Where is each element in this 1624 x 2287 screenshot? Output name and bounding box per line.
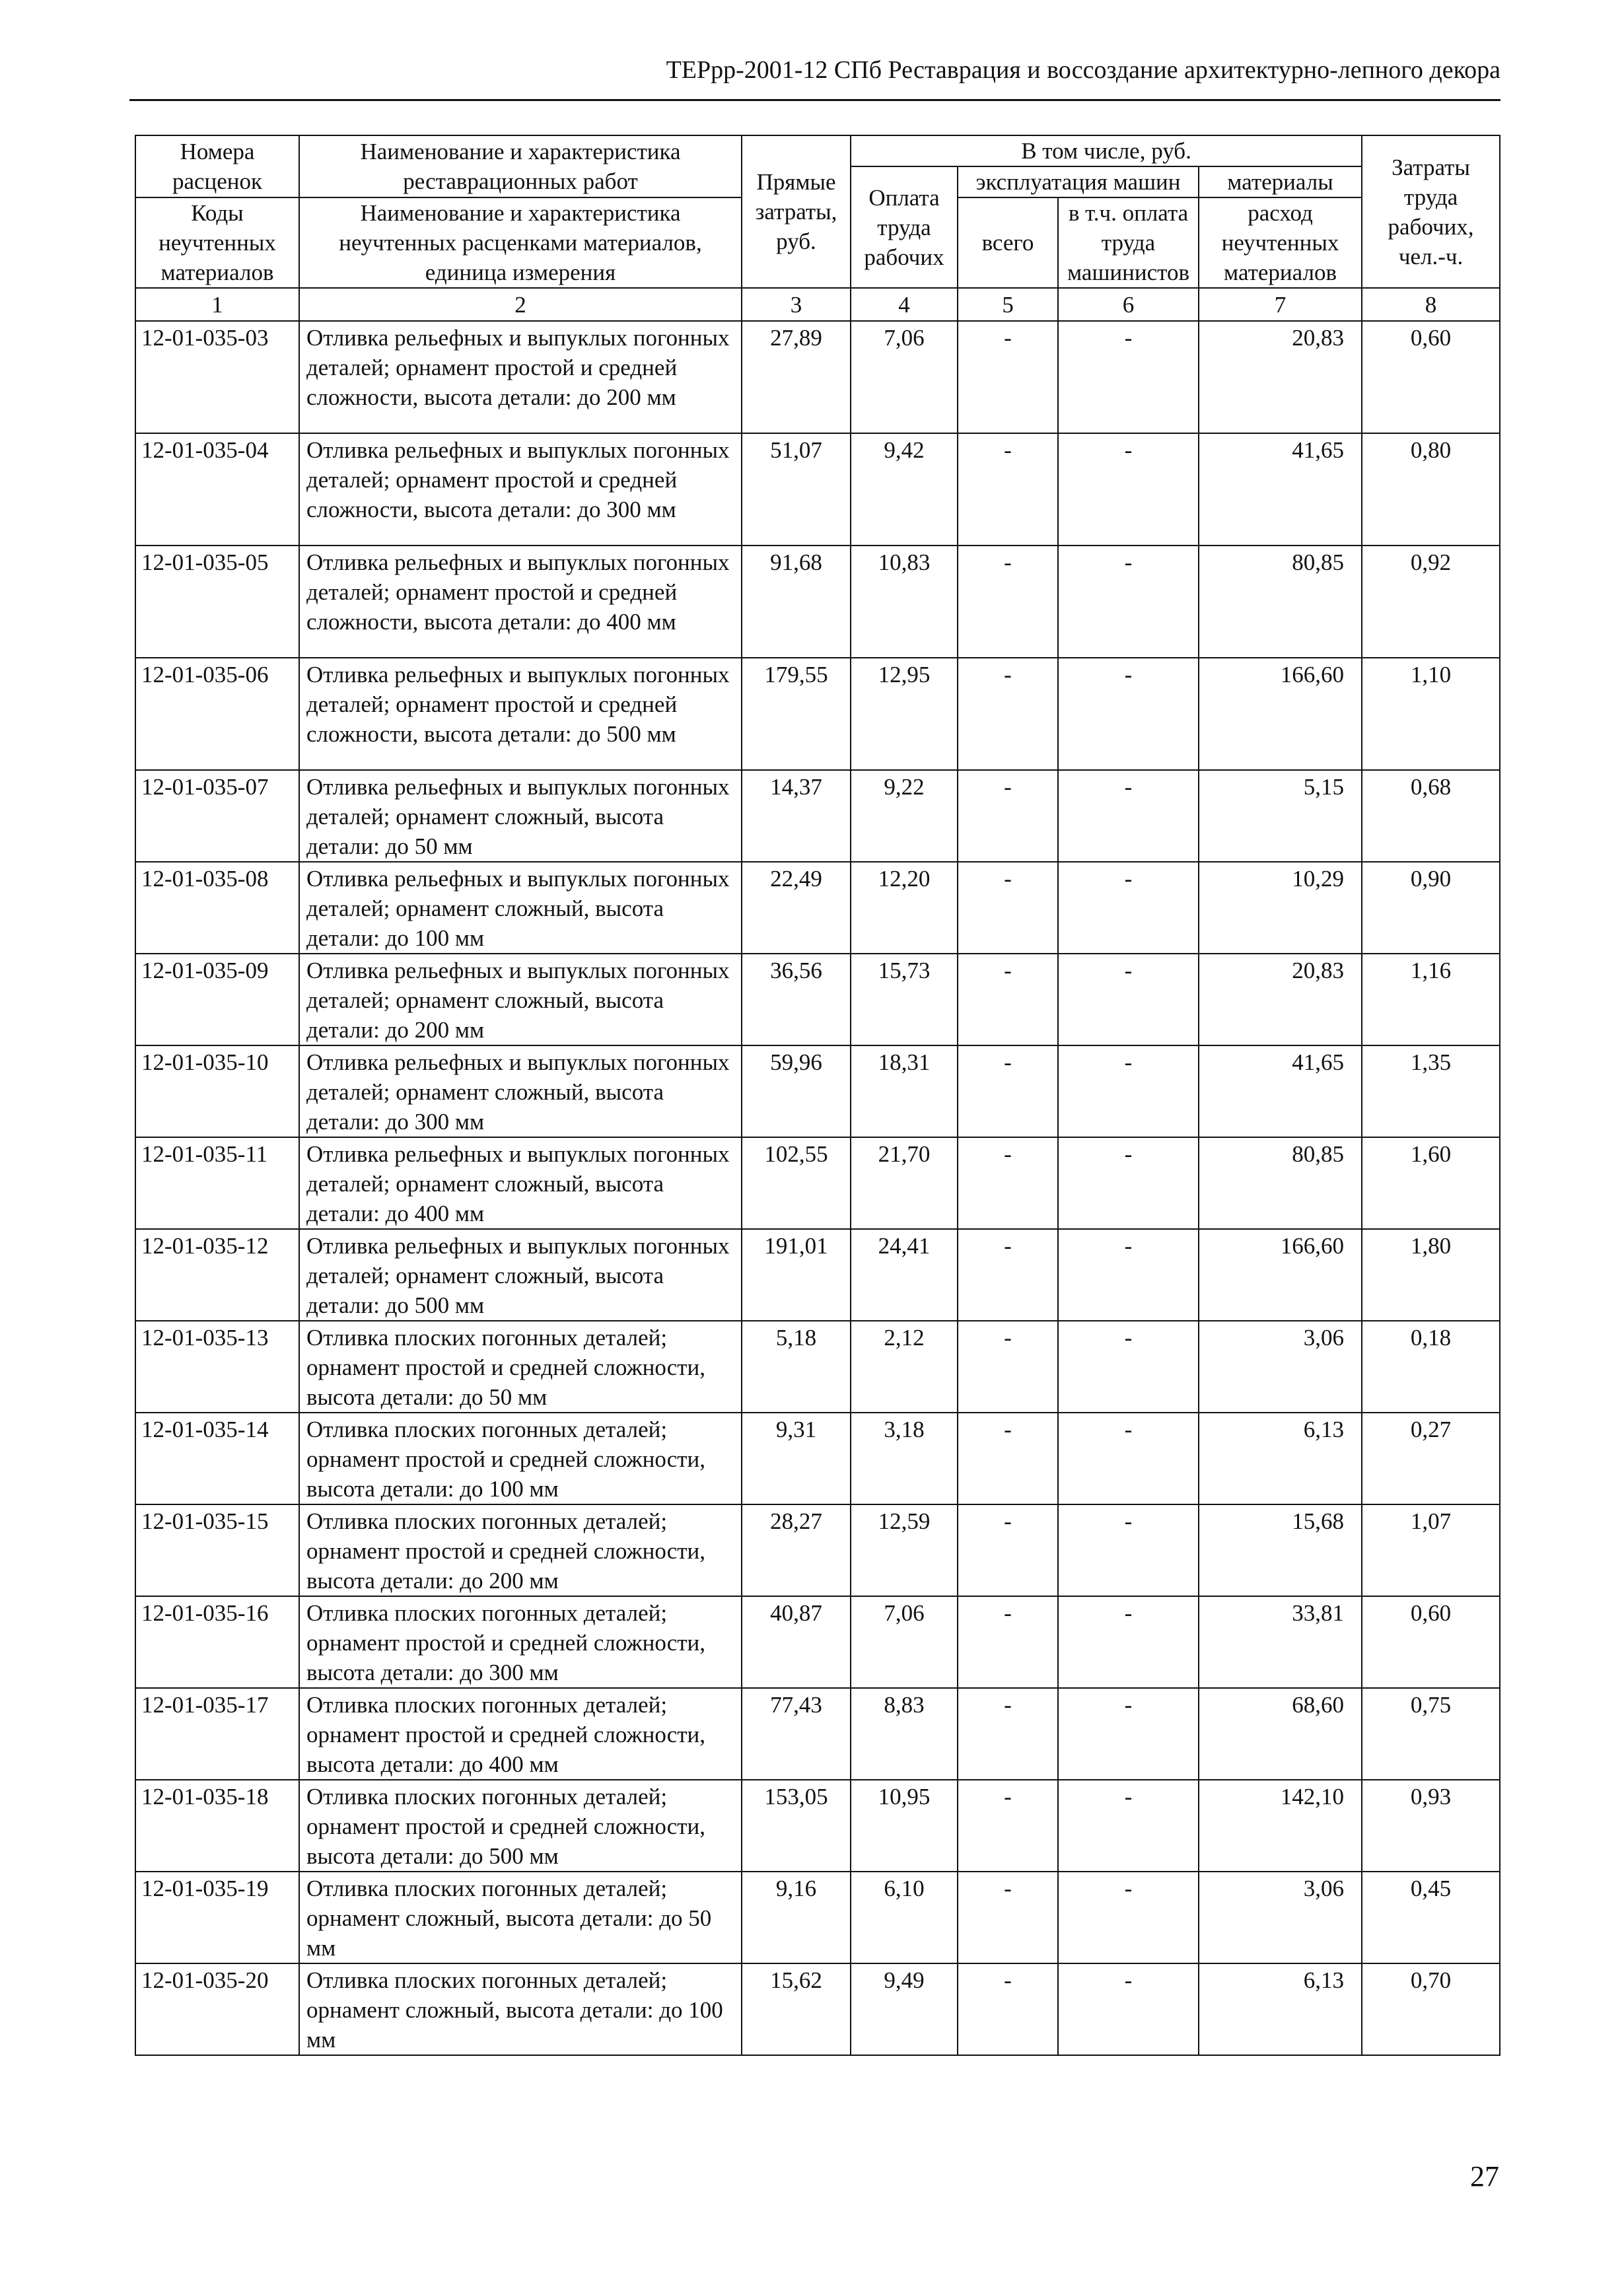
labor-hours: 0,68 [1362,770,1500,862]
materials-cost: 6,13 [1199,1963,1362,2055]
machine-operators-pay: - [1058,1321,1199,1413]
table-row [135,954,1500,1045]
labor-pay: 9,22 [851,770,958,862]
direct-costs: 179,55 [742,658,851,770]
table-row [135,1413,1500,1504]
column-number: 5 [958,288,1058,321]
machines-total: - [958,1045,1058,1137]
table-row [135,658,1500,770]
header-col1-bottom: Коды неучтенных материалов [135,197,299,288]
column-number: 2 [299,288,742,321]
rate-code: 12-01-035-04 [135,433,299,545]
machine-operators-pay: - [1058,545,1199,658]
machine-operators-pay: - [1058,770,1199,862]
rate-code: 12-01-035-15 [135,1504,299,1596]
work-description: Отливка плоских погонных деталей; орнамент простой и средней сложности, высота детали: до 100 мм [299,1413,742,1504]
labor-pay: 18,31 [851,1045,958,1137]
labor-pay: 6,10 [851,1872,958,1963]
work-description: Отливка рельефных и выпуклых погонных деталей; орнамент простой и средней сложности, высота детали: до 400 мм [299,545,742,658]
labor-pay: 15,73 [851,954,958,1045]
machine-operators-pay: - [1058,1229,1199,1321]
rate-code: 12-01-035-05 [135,545,299,658]
labor-hours: 0,45 [1362,1872,1500,1963]
labor-pay: 21,70 [851,1137,958,1229]
labor-pay: 9,42 [851,433,958,545]
labor-hours: 1,07 [1362,1504,1500,1596]
labor-hours: 0,75 [1362,1688,1500,1780]
direct-costs: 102,55 [742,1137,851,1229]
direct-costs: 5,18 [742,1321,851,1413]
table-row [135,1780,1500,1872]
header-direct-costs: Прямые затраты, руб. [742,135,851,288]
labor-pay: 7,06 [851,1596,958,1688]
machines-total: - [958,1780,1058,1872]
labor-hours: 1,10 [1362,658,1500,770]
header-unaccounted-materials: расход неучтенных материалов [1199,197,1362,288]
labor-hours: 1,35 [1362,1045,1500,1137]
column-number: 1 [135,288,299,321]
machines-total: - [958,770,1058,862]
header-col2-top: Наименование и характеристика реставрационных работ [299,135,742,197]
machines-total: - [958,1963,1058,2055]
table-row [135,1596,1500,1688]
labor-pay: 9,49 [851,1963,958,2055]
rates-table [135,135,1500,2056]
direct-costs: 40,87 [742,1596,851,1688]
machines-total: - [958,1229,1058,1321]
machines-total: - [958,1321,1058,1413]
column-number: 8 [1362,288,1500,321]
work-description: Отливка рельефных и выпуклых погонных деталей; орнамент сложный, высота детали: до 50 мм [299,770,742,862]
table-row [135,545,1500,658]
labor-hours: 0,92 [1362,545,1500,658]
direct-costs: 28,27 [742,1504,851,1596]
materials-cost: 20,83 [1199,321,1362,433]
rate-code: 12-01-035-08 [135,862,299,954]
work-description: Отливка плоских погонных деталей; орнамент простой и средней сложности, высота детали: до 200 мм [299,1504,742,1596]
materials-cost: 80,85 [1199,1137,1362,1229]
column-number: 6 [1058,288,1199,321]
materials-cost: 142,10 [1199,1780,1362,1872]
header-col1-top: Номера расценок [135,135,299,197]
machines-total: - [958,1504,1058,1596]
table-header [135,135,1500,321]
machines-total: - [958,1872,1058,1963]
labor-pay: 7,06 [851,321,958,433]
materials-cost: 33,81 [1199,1596,1362,1688]
rate-code: 12-01-035-11 [135,1137,299,1229]
machine-operators-pay: - [1058,1596,1199,1688]
column-number: 3 [742,288,851,321]
materials-cost: 41,65 [1199,1045,1362,1137]
column-numbers-row [135,288,1500,321]
machine-operators-pay: - [1058,1688,1199,1780]
labor-hours: 1,80 [1362,1229,1500,1321]
table-row [135,770,1500,862]
table-row [135,862,1500,954]
machine-operators-pay: - [1058,862,1199,954]
rate-code: 12-01-035-16 [135,1596,299,1688]
labor-pay: 24,41 [851,1229,958,1321]
labor-hours: 0,80 [1362,433,1500,545]
labor-pay: 8,83 [851,1688,958,1780]
labor-hours: 0,60 [1362,1596,1500,1688]
work-description: Отливка плоских погонных деталей; орнамент сложный, высота детали: до 50 мм [299,1872,742,1963]
table-body [135,321,1500,2055]
table-row [135,1137,1500,1229]
labor-hours: 0,18 [1362,1321,1500,1413]
materials-cost: 3,06 [1199,1872,1362,1963]
work-description: Отливка рельефных и выпуклых погонных деталей; орнамент сложный, высота детали: до 300 мм [299,1045,742,1137]
labor-pay: 12,95 [851,658,958,770]
machines-total: - [958,1137,1058,1229]
direct-costs: 27,89 [742,321,851,433]
materials-cost: 68,60 [1199,1688,1362,1780]
materials-cost: 10,29 [1199,862,1362,954]
direct-costs: 153,05 [742,1780,851,1872]
labor-hours: 0,27 [1362,1413,1500,1504]
direct-costs: 77,43 [742,1688,851,1780]
rate-code: 12-01-035-18 [135,1780,299,1872]
work-description: Отливка рельефных и выпуклых погонных деталей; орнамент простой и средней сложности, высота детали: до 200 мм [299,321,742,433]
machines-total: - [958,545,1058,658]
labor-pay: 12,59 [851,1504,958,1596]
direct-costs: 91,68 [742,545,851,658]
rate-code: 12-01-035-19 [135,1872,299,1963]
machine-operators-pay: - [1058,321,1199,433]
machines-total: - [958,862,1058,954]
rate-code: 12-01-035-07 [135,770,299,862]
work-description: Отливка плоских погонных деталей; орнамент простой и средней сложности, высота детали: до 400 мм [299,1688,742,1780]
table-row [135,321,1500,433]
machines-total: - [958,321,1058,433]
header-group-title: В том числе, руб. [851,135,1362,166]
header-rule [129,99,1500,101]
rate-code: 12-01-035-20 [135,1963,299,2055]
labor-hours: 0,60 [1362,321,1500,433]
work-description: Отливка рельефных и выпуклых погонных деталей; орнамент сложный, высота детали: до 400 мм [299,1137,742,1229]
machines-total: - [958,954,1058,1045]
machine-operators-pay: - [1058,1780,1199,1872]
work-description: Отливка плоских погонных деталей; орнамент простой и средней сложности, высота детали: до 50 мм [299,1321,742,1413]
rate-code: 12-01-035-12 [135,1229,299,1321]
labor-hours: 0,93 [1362,1780,1500,1872]
table-row [135,1321,1500,1413]
labor-hours: 0,90 [1362,862,1500,954]
machines-total: - [958,658,1058,770]
direct-costs: 14,37 [742,770,851,862]
machine-operators-pay: - [1058,433,1199,545]
materials-cost: 15,68 [1199,1504,1362,1596]
rate-code: 12-01-035-17 [135,1688,299,1780]
rate-code: 12-01-035-06 [135,658,299,770]
table-row [135,1045,1500,1137]
rate-code: 12-01-035-09 [135,954,299,1045]
rate-code: 12-01-035-14 [135,1413,299,1504]
materials-cost: 80,85 [1199,545,1362,658]
column-number: 4 [851,288,958,321]
materials-cost: 20,83 [1199,954,1362,1045]
column-number: 7 [1199,288,1362,321]
direct-costs: 191,01 [742,1229,851,1321]
work-description: Отливка рельефных и выпуклых погонных деталей; орнамент простой и средней сложности, высота детали: до 300 мм [299,433,742,545]
machines-total: - [958,1688,1058,1780]
header-materials: материалы [1199,166,1362,197]
table-row [135,1872,1500,1963]
work-description: Отливка плоских погонных деталей; орнамент сложный, высота детали: до 100 мм [299,1963,742,2055]
labor-pay: 12,20 [851,862,958,954]
materials-cost: 41,65 [1199,433,1362,545]
table-row [135,433,1500,545]
header-machines-total: всего [958,197,1058,288]
page-header: ТЕРрр-2001-12 СПб Реставрация и воссоздание архитектурно-лепного декора [666,56,1500,84]
machine-operators-pay: - [1058,1413,1199,1504]
header-labor-hours: Затраты труда рабочих, чел.-ч. [1362,135,1500,288]
machine-operators-pay: - [1058,1963,1199,2055]
page-number: 27 [1470,2160,1499,2193]
table-row [135,1504,1500,1596]
machine-operators-pay: - [1058,1872,1199,1963]
machine-operators-pay: - [1058,1137,1199,1229]
table-row [135,1963,1500,2055]
work-description: Отливка рельефных и выпуклых погонных деталей; орнамент сложный, высота детали: до 500 мм [299,1229,742,1321]
labor-pay: 3,18 [851,1413,958,1504]
header-labor-pay: Оплата труда рабочих [851,166,958,288]
labor-pay: 10,83 [851,545,958,658]
labor-hours: 0,70 [1362,1963,1500,2055]
labor-pay: 2,12 [851,1321,958,1413]
materials-cost: 6,13 [1199,1413,1362,1504]
machines-total: - [958,1413,1058,1504]
rate-code: 12-01-035-13 [135,1321,299,1413]
labor-pay: 10,95 [851,1780,958,1872]
direct-costs: 9,31 [742,1413,851,1504]
materials-cost: 166,60 [1199,658,1362,770]
header-machine-operators: в т.ч. оплата труда машинистов [1058,197,1199,288]
machine-operators-pay: - [1058,1504,1199,1596]
direct-costs: 59,96 [742,1045,851,1137]
work-description: Отливка плоских погонных деталей; орнамент простой и средней сложности, высота детали: до 300 мм [299,1596,742,1688]
machines-total: - [958,433,1058,545]
header-col2-bottom: Наименование и характеристика неучтенных расценками материалов, единица измерения [299,197,742,288]
table-row [135,1229,1500,1321]
materials-cost: 5,15 [1199,770,1362,862]
table-row [135,1688,1500,1780]
direct-costs: 15,62 [742,1963,851,2055]
work-description: Отливка рельефных и выпуклых погонных деталей; орнамент сложный, высота детали: до 200 мм [299,954,742,1045]
machine-operators-pay: - [1058,954,1199,1045]
direct-costs: 51,07 [742,433,851,545]
machine-operators-pay: - [1058,1045,1199,1137]
materials-cost: 166,60 [1199,1229,1362,1321]
header-machines: эксплуатация машин [958,166,1199,197]
rate-code: 12-01-035-10 [135,1045,299,1137]
labor-hours: 1,60 [1362,1137,1500,1229]
direct-costs: 22,49 [742,862,851,954]
direct-costs: 36,56 [742,954,851,1045]
materials-cost: 3,06 [1199,1321,1362,1413]
work-description: Отливка плоских погонных деталей; орнамент простой и средней сложности, высота детали: до 500 мм [299,1780,742,1872]
labor-hours: 1,16 [1362,954,1500,1045]
machine-operators-pay: - [1058,658,1199,770]
direct-costs: 9,16 [742,1872,851,1963]
machines-total: - [958,1596,1058,1688]
work-description: Отливка рельефных и выпуклых погонных деталей; орнамент сложный, высота детали: до 100 мм [299,862,742,954]
rate-code: 12-01-035-03 [135,321,299,433]
work-description: Отливка рельефных и выпуклых погонных деталей; орнамент простой и средней сложности, высота детали: до 500 мм [299,658,742,770]
